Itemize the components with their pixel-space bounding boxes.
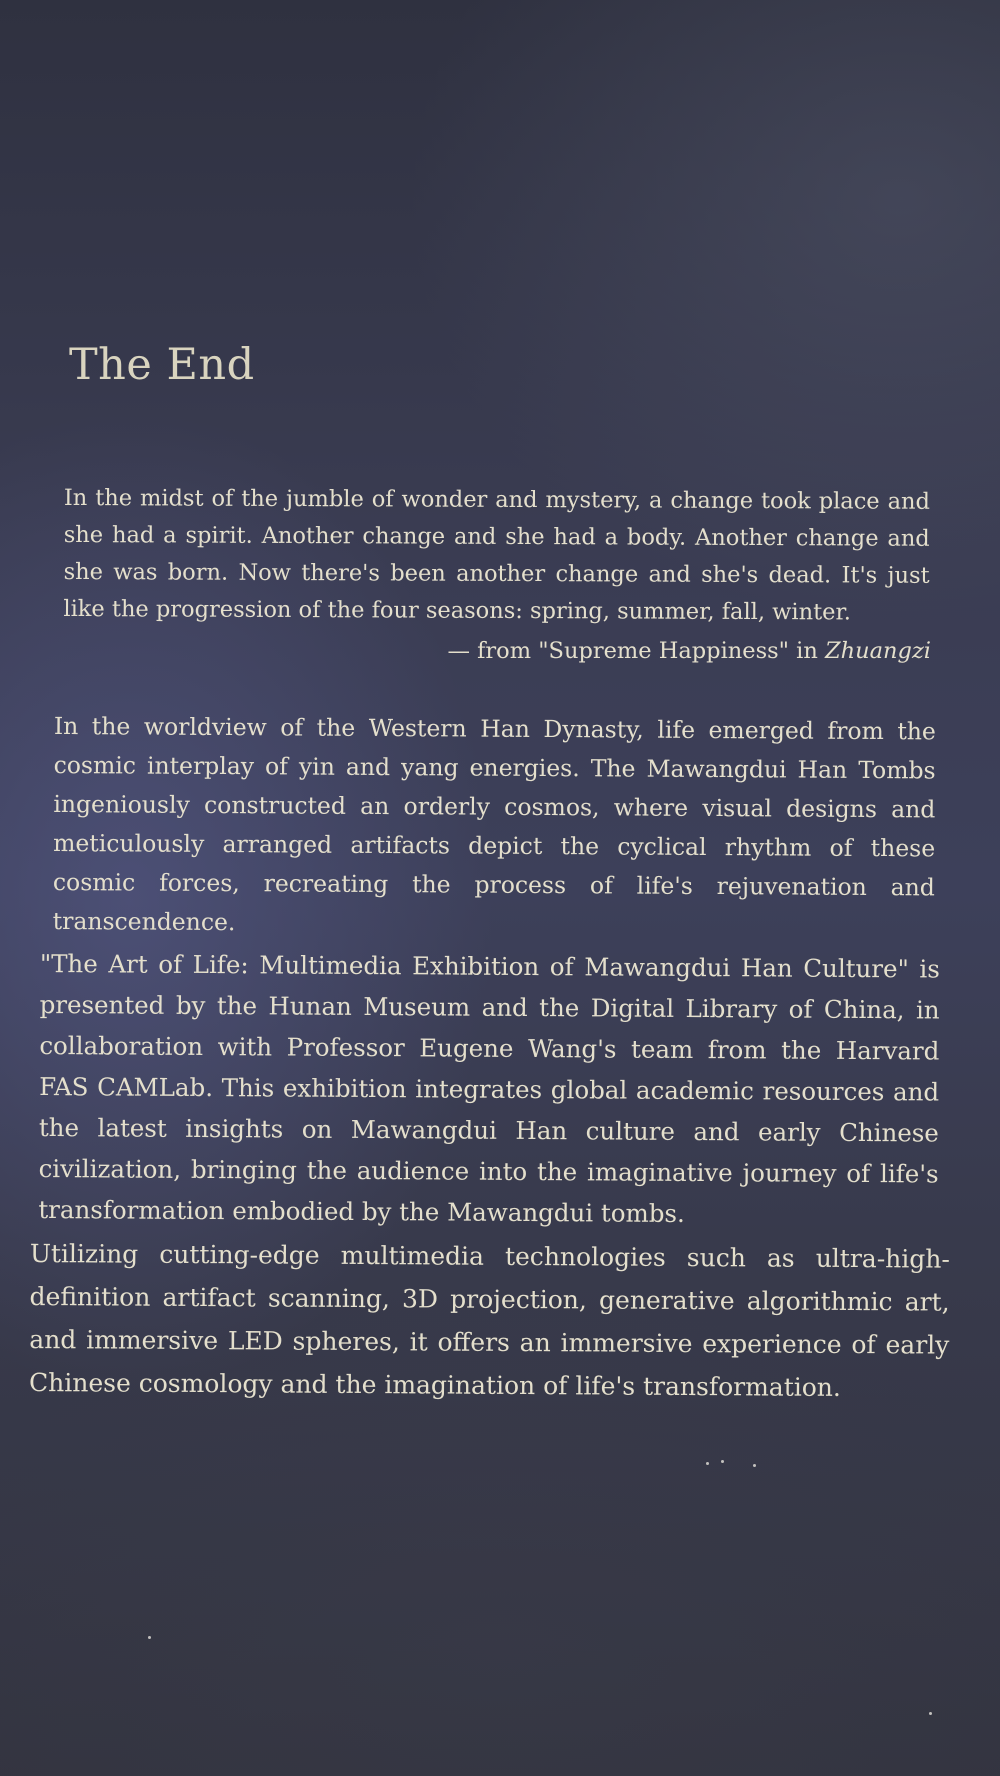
- dust-speck: [706, 1462, 709, 1465]
- paragraph-technologies: Utilizing cutting-edge multimedia technologies such as ultra-high-definition artifact scanning, 3D projection, generative algorithmic art, and immersive LED spheres, it offers an immersive experience of early Chinese cosmology and the imagination of life's transformation.: [28, 1238, 950, 1402]
- attribution-source: Zhuangzi: [825, 638, 931, 664]
- panel-title: The End: [69, 340, 255, 390]
- dust-speck: [148, 1636, 151, 1639]
- zhuangzi-quote: In the midst of the jumble of wonder and mystery, a change took place and she had a spirit. Another change and she had a body. Another change and she was born. Now there's been another change and she's dead. It's just like the progression of the four seasons: spring, summer, fall, winter.: [63, 484, 930, 626]
- paragraph-exhibition-credits: "The Art of Life: Multimedia Exhibition of Mawangdui Han Culture" is presented by the Hunan Museum and the Digital Library of China, in collaboration with Professor Eugene Wang's team from the Harvard FAS CAMLab. This exhibition integrates global academic resources and the latest insights on Mawangdui Han culture and early Chinese civilization, bringing the audience into the imaginative journey of life's transformation embodied by the Mawangdui tombs.: [38, 948, 940, 1228]
- quote-attribution: [447, 633, 931, 670]
- dust-speck: [721, 1460, 724, 1463]
- attribution-prefix: — from "Supreme Happiness" in: [447, 638, 826, 664]
- paragraph-worldview: In the worldview of the Western Han Dynasty, life emerged from the cosmic interplay of yin and yang energies. The Mawangdui Han Tombs ingeniously constructed an orderly cosmos, where visual designs and meticulously arranged artifacts depict the cyclical rhythm of these cosmic forces, recreating the process of life's rejuvenation and transcendence.: [52, 711, 936, 937]
- dust-speck: [929, 1712, 932, 1715]
- dust-speck: [753, 1464, 756, 1467]
